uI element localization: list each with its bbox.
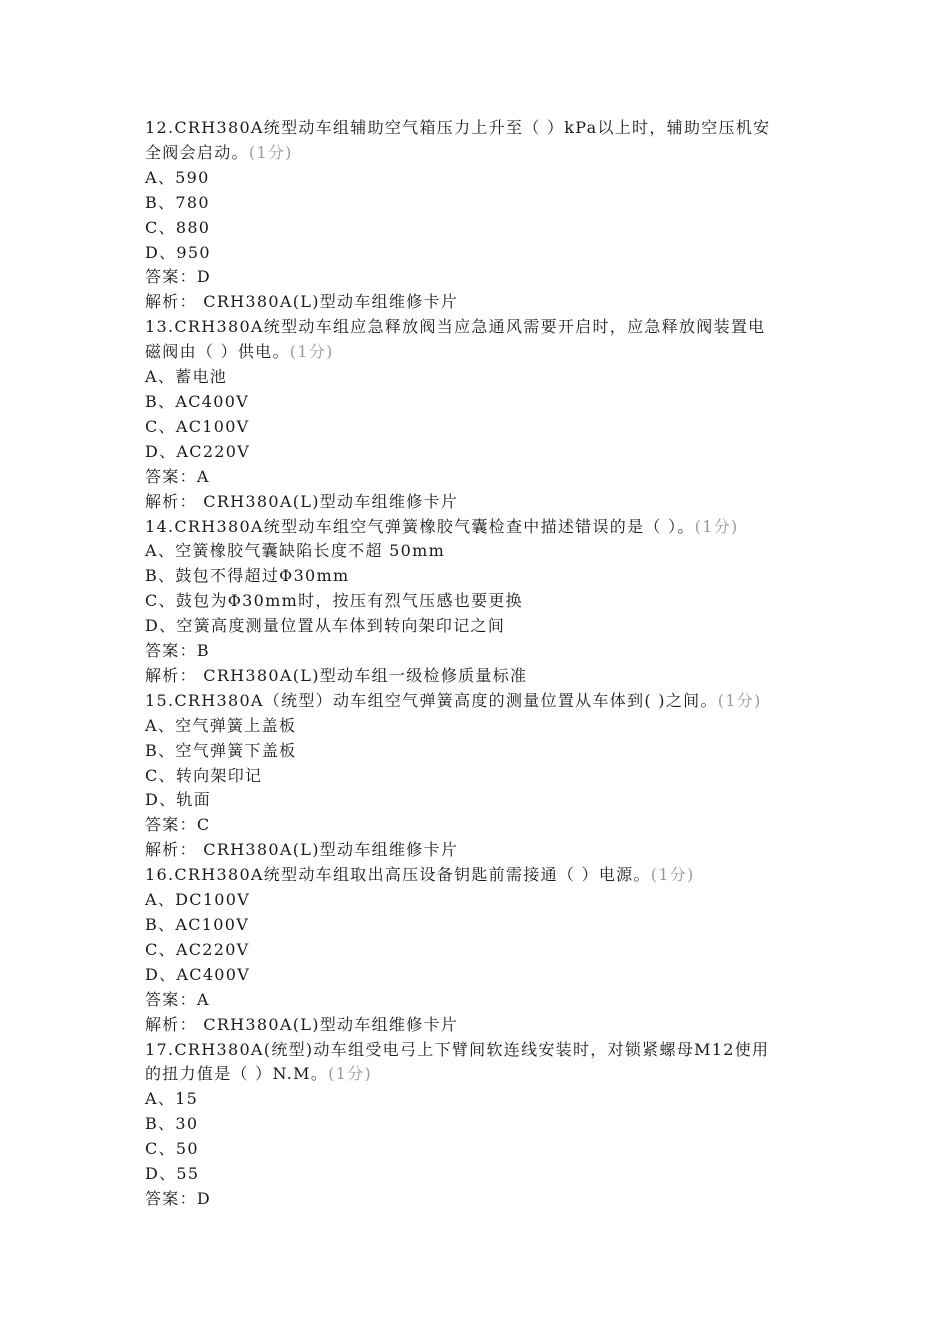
question-12 xyxy=(145,116,810,315)
question-stem-continued: 磁阀由（ ）供电。(1分) xyxy=(145,342,334,362)
answer: 答案：A xyxy=(145,466,210,486)
question-14 xyxy=(145,515,810,689)
question-stem: 14.CRH380A统型动车组空气弹簧橡胶气囊检查中描述错误的是（ ）。(1分) xyxy=(145,516,739,536)
answer: 答案：A xyxy=(145,989,210,1009)
option-a: A、DC100V xyxy=(145,890,251,910)
option-a: A、蓄电池 xyxy=(145,367,228,387)
question-score: (1分) xyxy=(248,142,293,162)
question-stem: 15.CRH380A（统型）动车组空气弹簧高度的测量位置从车体到( )之间。(1分) xyxy=(145,690,762,710)
option-b: B、鼓包不得超过Φ30mm xyxy=(145,566,350,586)
question-17 xyxy=(145,1038,810,1212)
option-c: C、鼓包为Φ30mm时，按压有烈气压感也要更换 xyxy=(145,591,523,611)
question-13 xyxy=(145,315,810,514)
option-d: D、950 xyxy=(145,242,211,262)
option-d: D、空簧高度测量位置从车体到转向架印记之间 xyxy=(145,616,506,636)
question-stem-continued: 全阀会启动。(1分) xyxy=(145,142,293,162)
option-b: B、AC400V xyxy=(145,391,250,411)
answer: 答案：C xyxy=(145,815,211,835)
answer: 答案：D xyxy=(145,267,212,287)
option-b: B、30 xyxy=(145,1114,199,1134)
option-c: C、880 xyxy=(145,217,211,237)
analysis: 解析： CRH380A(L)型动车组一级检修质量标准 xyxy=(145,665,528,685)
option-b: B、空气弹簧下盖板 xyxy=(145,740,297,760)
question-stem-continued: 的扭力值是（ ）N.M。(1分) xyxy=(145,1064,373,1084)
option-c: C、AC220V xyxy=(145,939,250,959)
option-b: B、780 xyxy=(145,192,210,212)
option-a: A、590 xyxy=(145,167,210,187)
option-d: D、轨面 xyxy=(145,790,212,810)
analysis: 解析： CRH380A(L)型动车组维修卡片 xyxy=(145,292,459,312)
analysis: 解析： CRH380A(L)型动车组维修卡片 xyxy=(145,491,459,511)
option-c: C、AC100V xyxy=(145,416,250,436)
option-a: A、空气弹簧上盖板 xyxy=(145,715,297,735)
option-b: B、AC100V xyxy=(145,915,250,934)
question-list xyxy=(145,116,810,1212)
answer: 答案：D xyxy=(145,1188,212,1208)
question-stem: 17.CRH380A(统型)动车组受电弓上下臂间软连线安装时，对锁紧螺母M12使用 xyxy=(145,1039,770,1059)
option-d: D、AC400V xyxy=(145,964,251,984)
question-score: (1分) xyxy=(694,516,739,536)
analysis: 解析： CRH380A(L)型动车组维修卡片 xyxy=(145,1014,459,1034)
option-a: A、15 xyxy=(145,1089,199,1109)
question-stem: 16.CRH380A统型动车组取出高压设备钥匙前需接通（ ）电源。(1分) xyxy=(145,865,695,885)
option-d: D、55 xyxy=(145,1164,200,1184)
question-score: (1分) xyxy=(289,342,334,362)
question-16 xyxy=(145,863,810,1037)
analysis: 解析： CRH380A(L)型动车组维修卡片 xyxy=(145,840,459,860)
question-score: (1分) xyxy=(717,690,762,710)
option-c: C、50 xyxy=(145,1139,199,1159)
question-score: (1分) xyxy=(650,865,695,885)
question-stem: 13.CRH380A统型动车组应急释放阀当应急通风需要开启时，应急释放阀装置电 xyxy=(145,317,766,337)
option-a: A、空簧橡胶气囊缺陷长度不超 50mm xyxy=(145,541,446,561)
option-d: D、AC220V xyxy=(145,441,251,461)
question-score: (1分) xyxy=(328,1064,373,1084)
question-stem: 12.CRH380A统型动车组辅助空气箱压力上升至（ ）kPa以上时，辅助空压机安 xyxy=(145,118,771,137)
option-c: C、转向架印记 xyxy=(145,765,263,785)
question-15 xyxy=(145,689,810,863)
answer: 答案：B xyxy=(145,641,210,661)
